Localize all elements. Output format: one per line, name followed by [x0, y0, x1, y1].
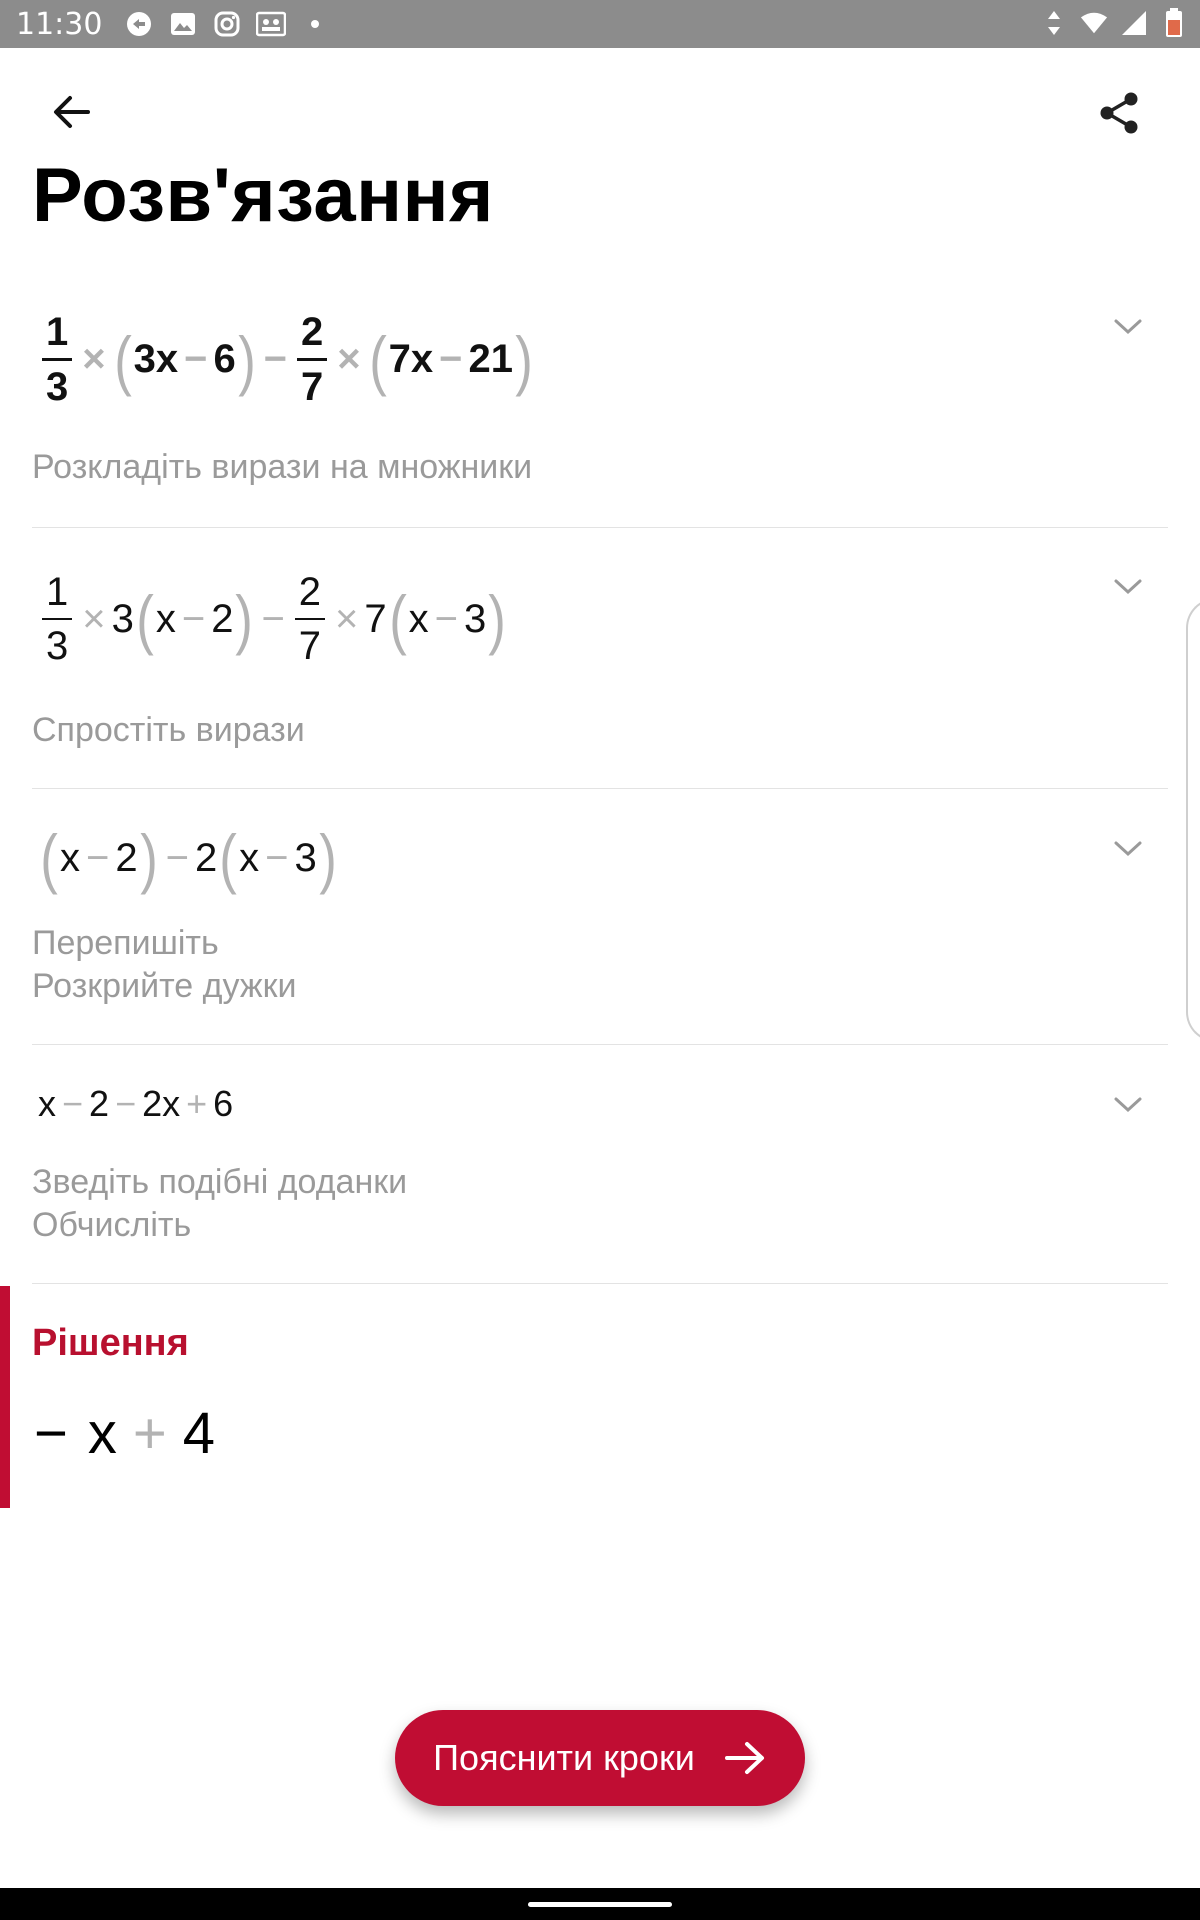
chevron-down-icon [1113, 318, 1143, 336]
operator: − [165, 835, 189, 880]
divider [32, 1283, 1168, 1284]
step-expression [38, 821, 339, 895]
chevron-down-icon [1113, 1096, 1143, 1114]
data-arrows-icon [1040, 8, 1068, 38]
term: 3x [133, 337, 179, 381]
term: x [38, 1083, 56, 1124]
operator: × [82, 337, 106, 381]
solution-expression [34, 1400, 215, 1467]
term: 3 [111, 596, 134, 641]
solution-label: Рішення [32, 1322, 189, 1364]
term: 4 [182, 1401, 216, 1466]
term: 2 [89, 1083, 110, 1124]
operator: − [263, 337, 288, 381]
operator: × [335, 596, 359, 641]
sync-icon [124, 9, 154, 39]
fraction [297, 312, 327, 407]
status-notification-icons [124, 9, 330, 39]
explain-steps-label: Пояснити кроки [433, 1737, 695, 1778]
operator: − [261, 596, 285, 641]
paren: ) [515, 322, 533, 397]
fraction-denominator: 3 [46, 624, 69, 668]
paren: ) [237, 322, 256, 397]
solution-step[interactable] [32, 1045, 1168, 1284]
battery-icon [1160, 8, 1188, 38]
fraction-numerator: 2 [298, 570, 322, 614]
fraction-numerator: 2 [301, 310, 324, 354]
fraction-denominator: 3 [46, 365, 69, 409]
step-description-line: Розкрийте дужки [32, 967, 297, 1005]
solution-step[interactable] [32, 290, 1168, 528]
term: 21 [468, 337, 513, 381]
operator: × [82, 596, 106, 641]
paren: ( [219, 821, 237, 895]
operator: − [85, 835, 110, 880]
expand-step-button[interactable] [1108, 834, 1148, 864]
operator: − [115, 1083, 137, 1124]
back-button[interactable] [48, 88, 96, 136]
operator: + [132, 1401, 167, 1466]
paren: ) [318, 821, 337, 895]
paren: ) [235, 582, 254, 656]
paren: ( [368, 322, 387, 397]
signal-icon [1120, 8, 1148, 38]
arrow-left-icon [52, 94, 92, 130]
paren: ) [488, 582, 507, 656]
step-description [32, 922, 296, 1008]
term: 7 [364, 596, 387, 641]
fraction [42, 572, 72, 666]
fraction [42, 312, 72, 407]
share-button[interactable] [1094, 88, 1144, 138]
fraction [295, 572, 325, 666]
term: 2 [211, 596, 234, 641]
step-description-line: Зведіть подібні доданки [32, 1163, 408, 1201]
fraction-denominator: 7 [298, 624, 322, 668]
term: x [87, 1401, 117, 1466]
share-icon [1098, 91, 1140, 135]
step-description-line: Перепишіть [32, 924, 219, 962]
term: 3 [464, 596, 487, 641]
navigation-bar [0, 1888, 1200, 1920]
explain-steps-button[interactable] [395, 1710, 805, 1806]
paren: ( [40, 821, 58, 895]
step-description [32, 446, 532, 489]
term: 6 [213, 1083, 234, 1124]
paren: ( [113, 322, 132, 397]
step-expression [38, 1083, 233, 1125]
page-title: Розв'язання [32, 153, 494, 238]
term: x [155, 596, 176, 641]
step-description [32, 1161, 407, 1247]
operator: − [439, 337, 463, 381]
term: 3 [294, 835, 317, 880]
fraction-denominator: 7 [301, 365, 324, 409]
operator: − [62, 1083, 84, 1124]
expand-step-button[interactable] [1108, 1090, 1148, 1120]
step-description-line: Обчисліть [32, 1206, 192, 1244]
step-expression [38, 312, 535, 407]
paren: ( [136, 582, 154, 656]
operator: × [337, 337, 361, 381]
step-expression [38, 572, 508, 666]
step-description [32, 709, 305, 752]
step-description-line: Розкладіть вирази на множники [32, 448, 533, 486]
wifi-icon [1080, 8, 1108, 38]
operator: − [265, 835, 289, 880]
home-gesture-handle[interactable] [528, 1902, 672, 1907]
status-time: 11:30 [16, 6, 103, 42]
chevron-down-icon [1113, 578, 1143, 596]
status-bar [0, 0, 1200, 48]
chevron-down-icon [1113, 840, 1143, 858]
community-icon [256, 9, 286, 39]
term: x [59, 835, 80, 880]
gallery-icon [168, 9, 198, 39]
operator: + [186, 1083, 208, 1124]
solution-step[interactable] [32, 528, 1168, 789]
term: 7x [388, 337, 434, 381]
expand-step-button[interactable] [1108, 572, 1148, 602]
paren: ) [139, 821, 158, 895]
term: 2 [194, 835, 218, 880]
fraction-numerator: 1 [46, 310, 69, 354]
edge-panel-handle[interactable] [1186, 598, 1200, 1042]
operator: − [34, 1401, 68, 1466]
instagram-icon [212, 9, 242, 39]
dot-icon [300, 9, 330, 39]
status-system-icons [1040, 8, 1188, 38]
term: 2 [115, 835, 138, 880]
term: 6 [213, 337, 236, 381]
expand-step-button[interactable] [1108, 312, 1148, 342]
solution-accent-bar [0, 1286, 10, 1508]
step-description-line: Спростіть вирази [32, 711, 305, 749]
arrow-right-icon [723, 1740, 767, 1776]
operator: − [181, 596, 206, 641]
term: x [239, 835, 260, 880]
fraction-numerator: 1 [46, 570, 69, 614]
term: 2x [142, 1083, 181, 1124]
operator: − [184, 337, 208, 381]
term: x [408, 596, 429, 641]
paren: ( [388, 582, 407, 656]
operator: − [434, 596, 458, 641]
solution-step[interactable] [32, 789, 1168, 1045]
